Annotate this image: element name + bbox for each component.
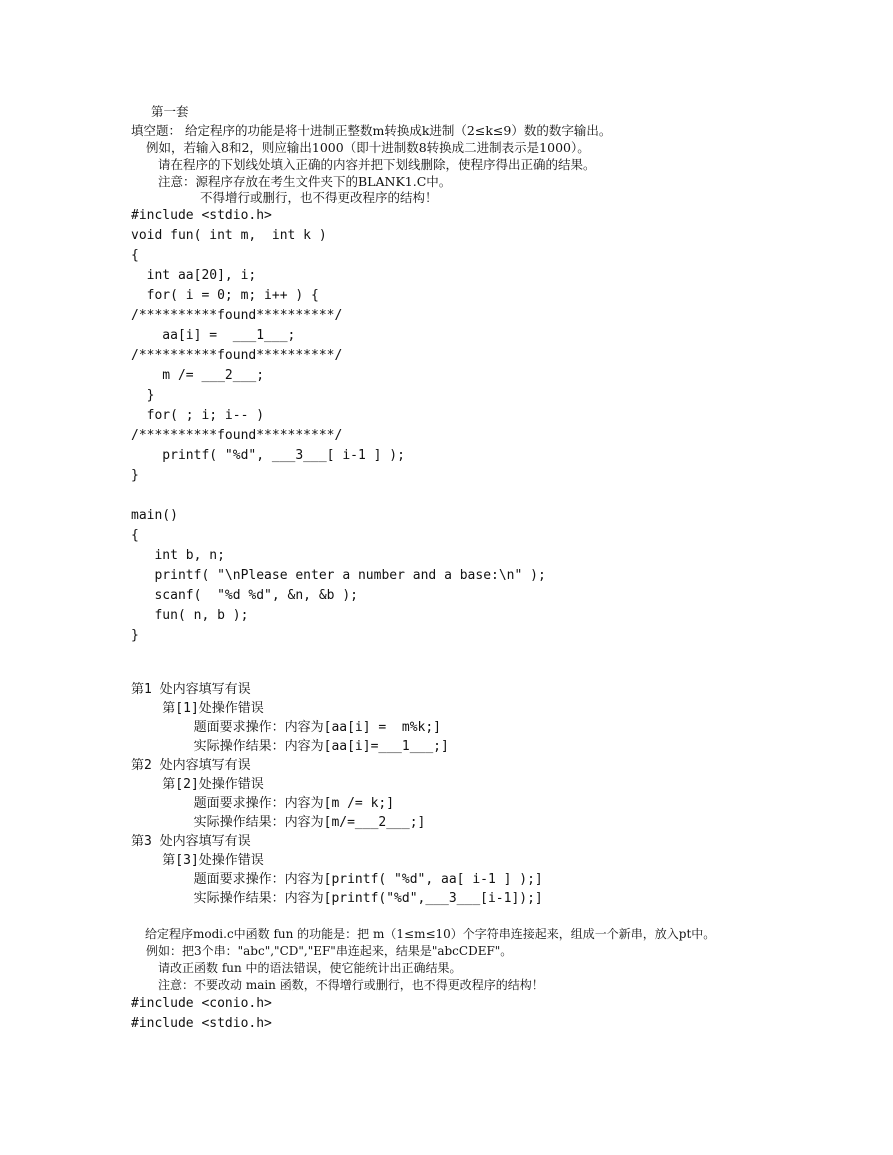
result-line: 第3 处内容填写有误: [131, 834, 251, 849]
code-line: m /= ___2___;: [131, 368, 265, 383]
code-line: /**********found**********/: [131, 308, 343, 323]
result-line: 第2 处内容填写有误: [131, 758, 251, 773]
code-line: main(): [131, 508, 178, 523]
result-line: 实际操作结果：内容为[printf("%d",___3___[i-1]);]: [131, 891, 543, 906]
result-line: 题面要求操作：内容为[aa[i] = m%k;]: [131, 720, 442, 735]
result-line: 第[1]处操作错误: [131, 701, 264, 716]
code-line: for( i = 0; m; i++ ) {: [131, 288, 319, 303]
code-line: for( ; i; i-- ): [131, 408, 265, 423]
code-line: {: [131, 248, 139, 263]
result-line: 实际操作结果：内容为[m/=___2___;]: [131, 815, 426, 830]
task2-line-4: 注意：不要改动 main 函数，不得增行或删行，也不得更改程序的结构！: [158, 978, 544, 992]
result-line: 第1 处内容填写有误: [131, 682, 251, 697]
set-title: 第一套: [151, 104, 189, 119]
code-line: /**********found**********/: [131, 428, 343, 443]
code-line: #include <stdio.h>: [131, 208, 272, 223]
result-line: 第[2]处操作错误: [131, 777, 264, 792]
task1-line-2: 例如，若输入8和2，则应输出1000（即十进制数8转换成二进制表示是1000）。: [146, 140, 590, 155]
code-line: fun( n, b );: [131, 608, 249, 623]
result-line: 第[3]处操作错误: [131, 853, 264, 868]
task1-line-1: 填空题： 给定程序的功能是将十进制正整数m转换成k进制（2≤k≤9）数的数字输出。: [131, 123, 612, 138]
task2-line-3: 请改正函数 fun 中的语法错误，使它能统计出正确结果。: [158, 961, 462, 975]
code-line: #include <conio.h>: [131, 996, 272, 1011]
result-line: 题面要求操作：内容为[printf( "%d", aa[ i-1 ] );]: [131, 872, 543, 887]
code-line: aa[i] = ___1___;: [131, 328, 296, 343]
code-line: #include <stdio.h>: [131, 1016, 272, 1031]
code-line: }: [131, 468, 139, 483]
code-line: int aa[20], i;: [131, 268, 257, 283]
code-line: scanf( "%d %d", &n, &b );: [131, 588, 358, 603]
code-line: {: [131, 528, 139, 543]
code-line: }: [131, 388, 155, 403]
result-line: 题面要求操作：内容为[m /= k;]: [131, 796, 395, 811]
code-line: /**********found**********/: [131, 348, 343, 363]
code-line: }: [131, 628, 139, 643]
code-line: printf( "\nPlease enter a number and a base:\n" );: [131, 568, 546, 583]
task1-line-3: 请在程序的下划线处填入正确的内容并把下划线删除，使程序得出正确的结果。: [158, 157, 596, 172]
result-line: 实际操作结果：内容为[aa[i]=___1___;]: [131, 739, 449, 754]
code-line: printf( "%d", ___3___[ i-1 ] );: [131, 448, 405, 463]
code-line: int b, n;: [131, 548, 225, 563]
task1-line-4: 注意：源程序存放在考生文件夹下的BLANK1.C中。: [158, 174, 452, 189]
task2-line-1: 给定程序modi.c中函数 fun 的功能是：把 m（1≤m≤10）个字符串连接起来，组成一个新串，放入pt中。: [145, 927, 716, 941]
code-line: void fun( int m, int k ): [131, 228, 327, 243]
task1-line-5: 不得增行或删行，也不得更改程序的结构！: [200, 190, 438, 205]
task2-line-2: 例如：把3个串："abc","CD","EF"串连起来，结果是"abcCDEF"。: [146, 944, 513, 958]
